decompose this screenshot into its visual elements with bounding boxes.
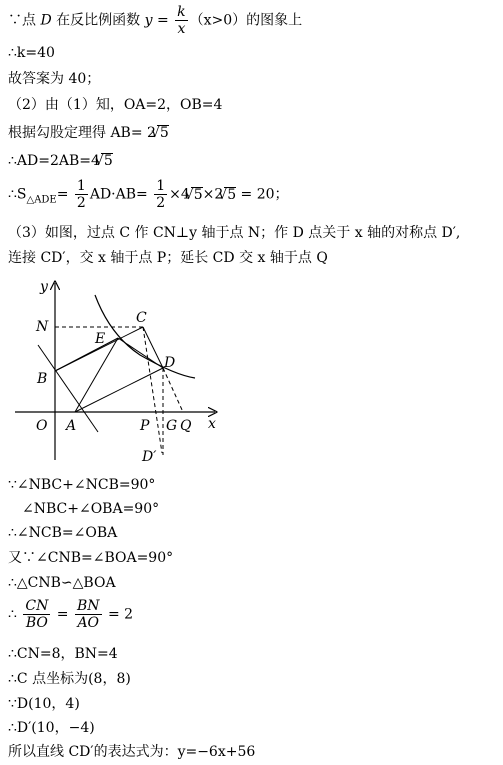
- line-8: （3）如图，过点 C 作 CN⊥y 轴于点 N；作 D 点关于 x 轴的对称点 D′,: [8, 225, 461, 241]
- label-N: N: [36, 319, 49, 335]
- line-2: ∴k=40: [8, 45, 55, 61]
- line-15: ∴ $\frac{CN}{BO}$ = $\frac{BN}{AO}$ = 2: [8, 598, 134, 631]
- label-O: O: [36, 418, 48, 434]
- hyperbola-curve: [95, 295, 195, 378]
- label-Q: Q: [180, 418, 192, 434]
- label-A: A: [66, 418, 77, 434]
- segment-ED: [118, 338, 163, 368]
- line-1: ∵点 D 在反比例函数 y = $\frac{k}{x}$ （x>0）的图象上: [8, 4, 303, 37]
- label-E: E: [95, 331, 106, 347]
- label-y: y: [40, 279, 48, 295]
- label-B: B: [37, 371, 48, 387]
- label-x: x: [208, 416, 216, 432]
- label-D: D: [164, 355, 176, 371]
- line-4: （2）由（1）知，OA=2，OB=4: [8, 97, 223, 113]
- line-6: ∴AD=2AB=4√ 5: [8, 152, 113, 170]
- line-13: 又∵∠CNB=∠BOA=90°: [8, 550, 174, 566]
- fraction-CN-BO: $\frac{CN}{BO}$: [25, 598, 49, 631]
- label-P: P: [140, 418, 150, 434]
- label-C: C: [136, 310, 147, 326]
- line-17: ∴C 点坐标为(8，8): [8, 671, 131, 687]
- fraction-half-1: $\frac{1}{2}$: [76, 178, 86, 211]
- label-Dprime: D′: [142, 449, 157, 465]
- line-16: ∴CN=8，BN=4: [8, 646, 118, 662]
- line-20: 所以直线 CD′的表达式为：y=−6x+56: [8, 744, 256, 760]
- line-14: ∴△CNB∽△BOA: [8, 575, 116, 591]
- line-12: ∴∠NCB=∠OBA: [8, 525, 118, 541]
- geometry-figure: [10, 275, 230, 470]
- line-11: ∠NBC+∠OBA=90°: [22, 501, 160, 517]
- fraction-k-over-x: $\frac{k}{x}$: [177, 4, 186, 37]
- line-19: ∴D′(10，−4): [8, 720, 95, 736]
- label-G: G: [166, 418, 178, 434]
- line-7: $\therefore S_{\triangle ADE}=$ $\frac{1}{2}$ AD·AB= $\frac{1}{2}$ ×4√ 5×2√ 5 = 20；: [8, 178, 289, 211]
- line-10: ∵∠NBC+∠NCB=90°: [8, 477, 156, 493]
- line-5: 根据勾股定理得 AB= 2√ 5: [8, 124, 169, 142]
- line-18: ∵D(10，4): [8, 696, 80, 712]
- line-9: 连接 CD′，交 x 轴于点 P；延长 CD 交 x 轴于点 Q: [8, 250, 328, 266]
- fraction-BN-AO: $\frac{BN}{AO}$: [76, 598, 100, 631]
- line-3: 故答案为 40；: [8, 71, 101, 87]
- fraction-half-2: $\frac{1}{2}$: [156, 178, 166, 211]
